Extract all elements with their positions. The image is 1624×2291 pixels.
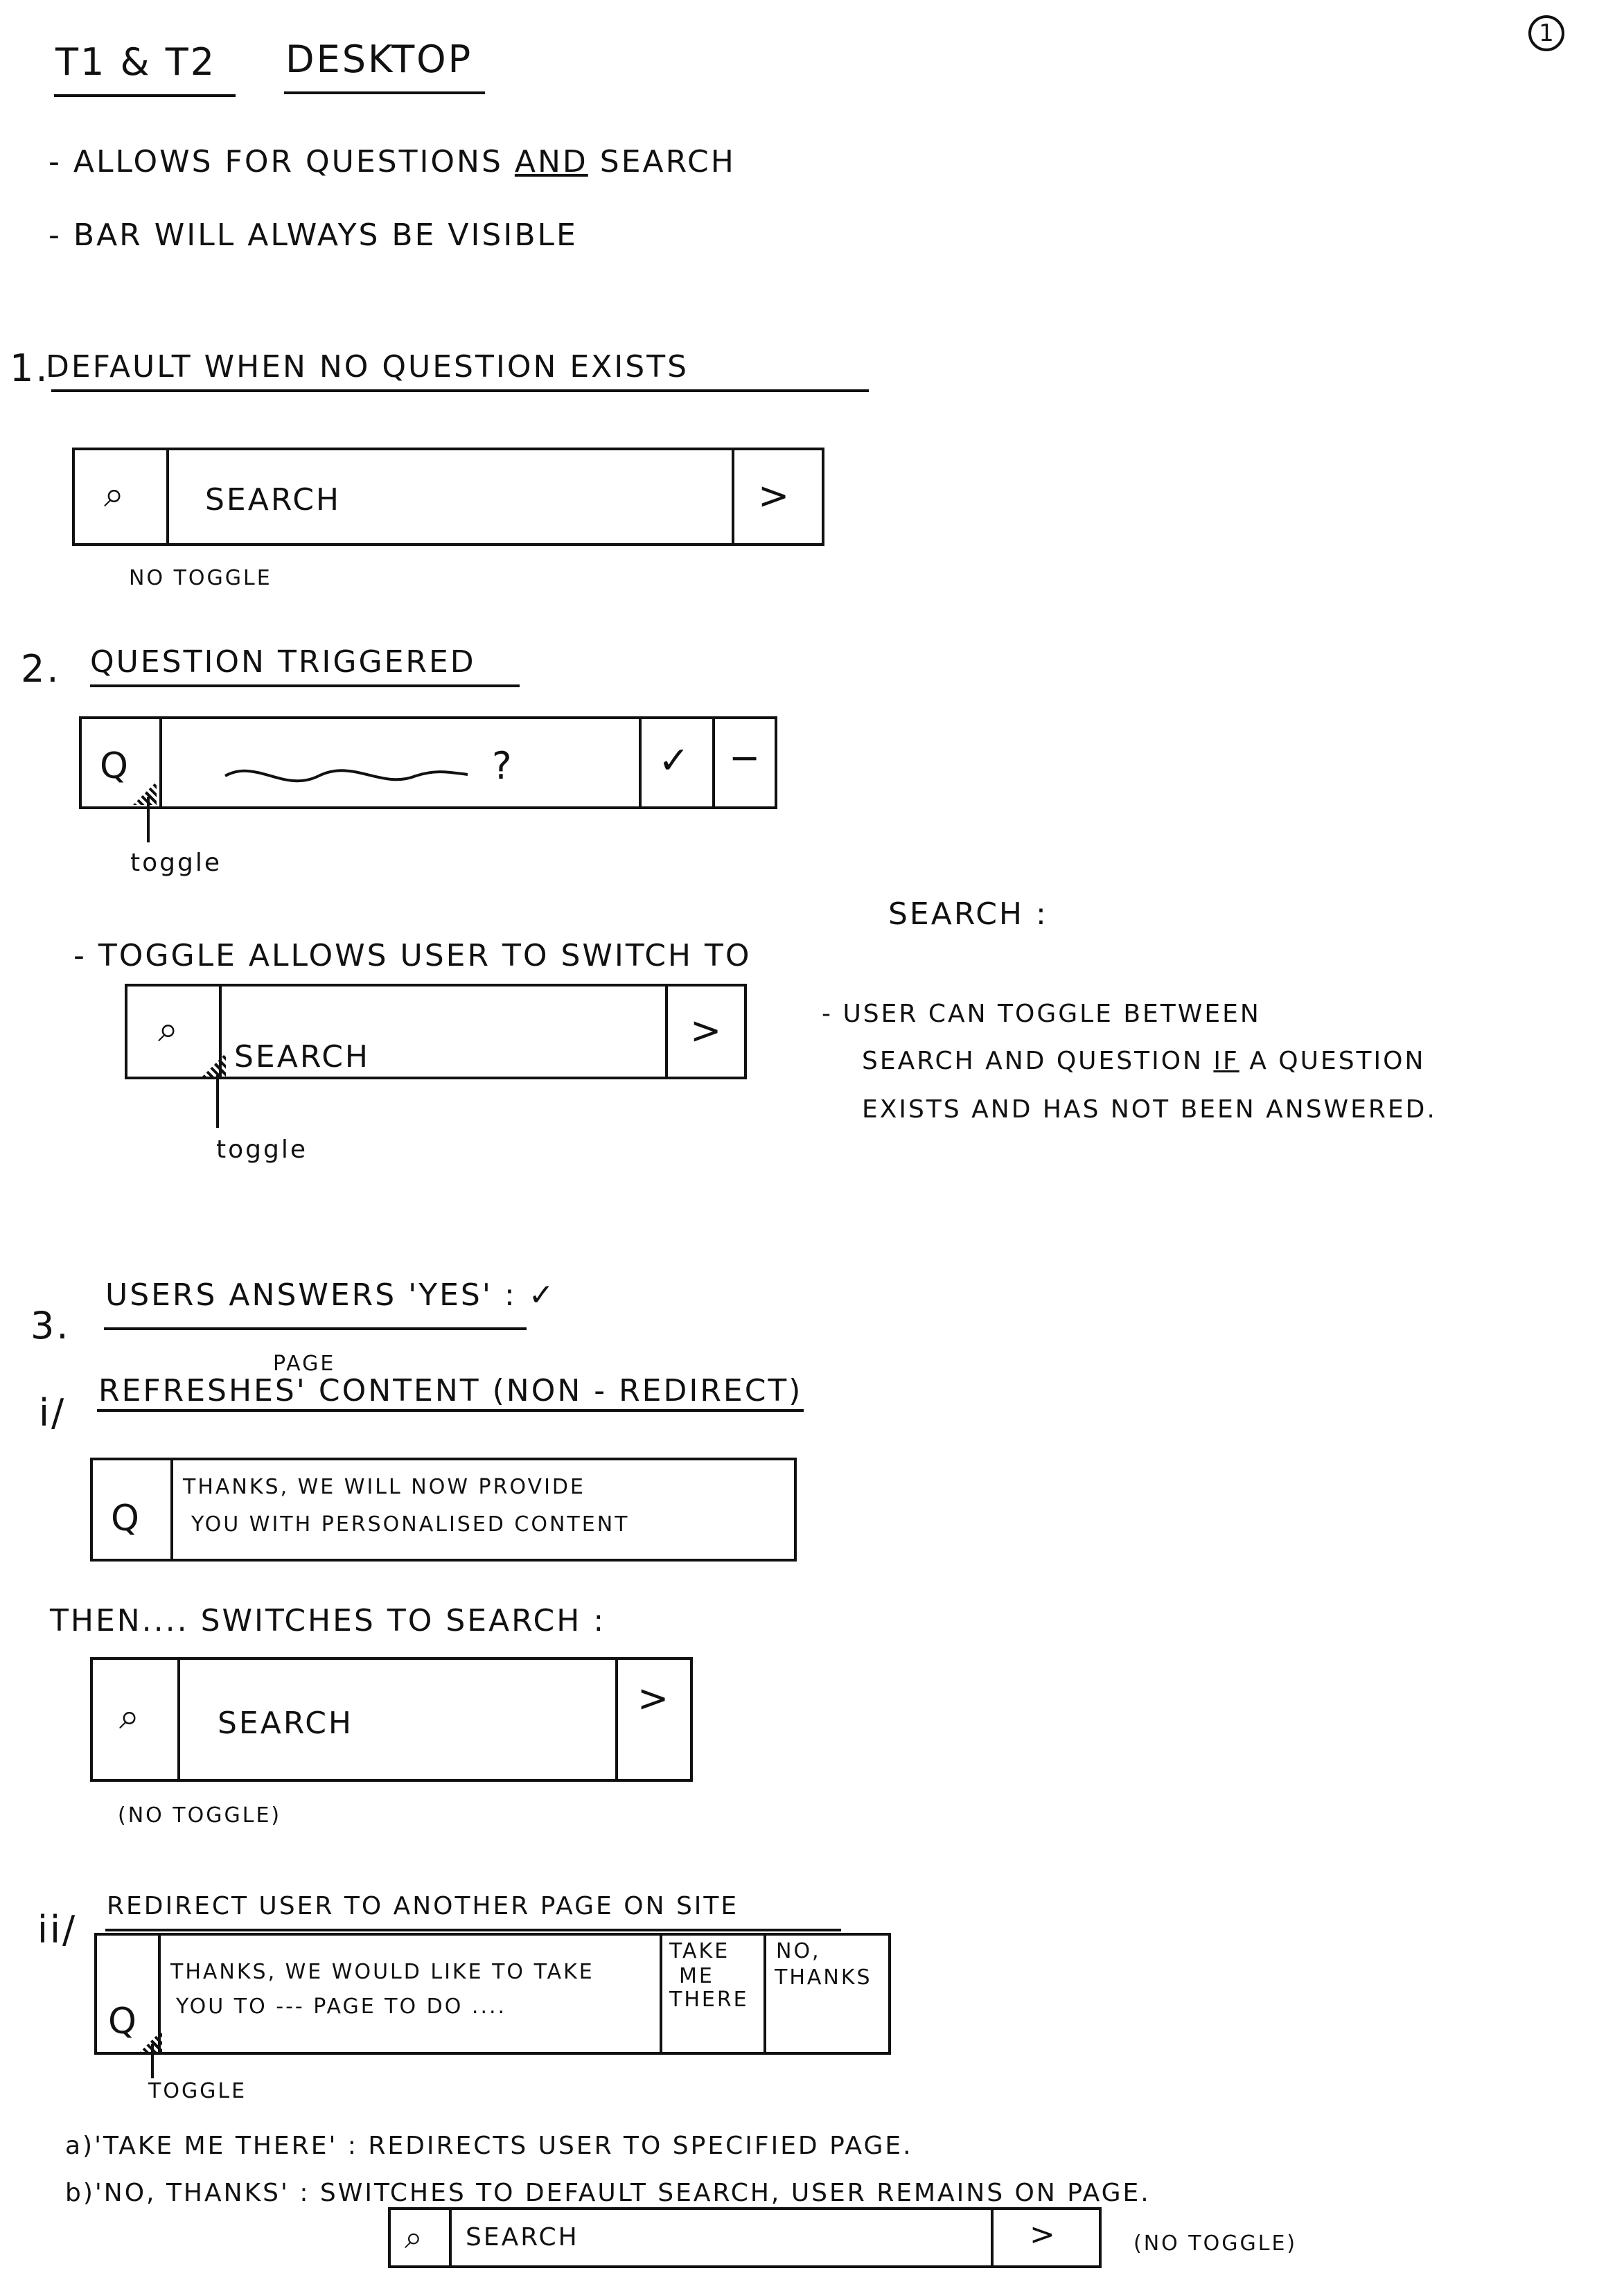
s3ii-take-me-there-line-2[interactable]: ME: [679, 1964, 714, 1988]
s3ii-message-line-1: THANKS, WE WOULD LIKE TO TAKE: [170, 1960, 594, 1984]
s3ii-underline: [105, 1929, 841, 1931]
s2-toggle-label: toggle: [130, 849, 222, 877]
s3ii-no-thanks-line-1[interactable]: NO,: [776, 1939, 821, 1963]
s2-underline: [90, 684, 520, 687]
s3-underline: [104, 1327, 527, 1330]
s2-divider-yes: [639, 716, 642, 809]
search-icon[interactable]: ⌕: [119, 1696, 140, 1737]
title-right-underline: [284, 91, 485, 94]
title-left: T1 & T2: [55, 40, 217, 84]
s3ii-divider-btn2: [764, 1933, 766, 2055]
s2-divider-left: [159, 716, 162, 809]
s3i-divider: [170, 1458, 173, 1562]
s3i-underline: [97, 1409, 804, 1412]
s1-number: 1.: [10, 346, 50, 390]
s3i-caret-insert: PAGE: [273, 1352, 336, 1376]
s3ii-toggle-pointer: [151, 2044, 154, 2078]
s3i-note: (NO TOGGLE): [118, 1803, 282, 1828]
s3i-then-text: THEN.... SWITCHES TO SEARCH :: [50, 1603, 606, 1638]
s2-note-line-2: SEARCH AND QUESTION IF A QUESTION: [862, 1047, 1426, 1075]
s2-allow-tail: SEARCH :: [888, 896, 1048, 932]
s3-number: 3.: [30, 1304, 71, 1347]
s2-divider-no: [712, 716, 715, 809]
s3ii-note: (NO TOGGLE): [1133, 2231, 1298, 2256]
s1-heading: DEFAULT WHEN NO QUESTION EXISTS: [46, 349, 689, 384]
s2-toggle-pointer: [147, 797, 150, 842]
s1-divider-left: [166, 448, 169, 546]
s2-bar2-toggle-label: toggle: [216, 1135, 308, 1164]
search-icon[interactable]: ⌕: [158, 1009, 179, 1050]
s2-yes-button[interactable]: ✓: [658, 738, 692, 782]
s1-divider-right: [732, 448, 734, 546]
s2-no-button[interactable]: −: [729, 736, 763, 779]
s2-allow-text: - TOGGLE ALLOWS USER TO SWITCH TO: [73, 938, 752, 973]
s2-question-mark: ?: [492, 744, 514, 788]
s3i-message-line-2: YOU WITH PERSONALISED CONTENT: [191, 1512, 630, 1537]
s3i-message-line-1: THANKS, WE WILL NOW PROVIDE: [183, 1475, 585, 1499]
s2-bar2-search-text: SEARCH: [234, 1039, 371, 1074]
s3ii-no-thanks-line-2[interactable]: THANKS: [775, 1965, 872, 1990]
s3ii-bar2-divider-right: [991, 2207, 994, 2268]
s3ii-take-me-there-line-3[interactable]: THERE: [669, 1988, 749, 2012]
s1-underline: [51, 389, 869, 392]
search-icon[interactable]: ⌕: [104, 474, 125, 515]
s3ii-bar2-search-text: SEARCH: [466, 2223, 579, 2252]
s3i-bar2-divider-right: [615, 1657, 618, 1782]
s3-heading: USERS ANSWERS 'YES' : ✓: [105, 1277, 556, 1313]
s3ii-message-bar: [94, 1933, 891, 2055]
s3i-search-bar[interactable]: [90, 1657, 693, 1782]
title-right: DESKTOP: [285, 37, 473, 81]
s2-bar2-submit-button[interactable]: >: [690, 1009, 724, 1052]
q-icon[interactable]: Q: [108, 2001, 136, 2042]
s2-note-line-1: - USER CAN TOGGLE BETWEEN: [822, 1000, 1261, 1028]
s1-submit-button[interactable]: >: [758, 474, 792, 518]
s2-heading: QUESTION TRIGGERED: [90, 644, 476, 680]
s2-number: 2.: [21, 647, 61, 691]
s3ii-heading: REDIRECT USER TO ANOTHER PAGE ON SITE: [107, 1892, 739, 1920]
s3ii-number: ii/: [37, 1908, 78, 1952]
s3i-heading: REFRESHES' CONTENT (NON - REDIRECT): [98, 1373, 803, 1408]
intro-line-1: - ALLOWS FOR QUESTIONS AND SEARCH: [48, 144, 736, 179]
s3i-bar2-search-text: SEARCH: [218, 1706, 354, 1741]
s2-bar2-toggle-pointer: [216, 1075, 219, 1128]
search-icon[interactable]: ⌕: [405, 2218, 423, 2256]
q-icon[interactable]: Q: [100, 745, 128, 787]
s1-search-text: SEARCH: [205, 482, 342, 518]
s2-bar2-divider-right: [665, 984, 668, 1079]
s3ii-bar2-submit-button[interactable]: >: [1030, 2217, 1057, 2252]
s3ii-toggle-label: TOGGLE: [148, 2079, 247, 2103]
q-icon[interactable]: Q: [111, 1498, 139, 1539]
s1-note: NO TOGGLE: [129, 566, 272, 590]
s2-note-line-3: EXISTS AND HAS NOT BEEN ANSWERED.: [862, 1095, 1437, 1124]
s3ii-message-line-2: YOU TO --- PAGE TO DO ....: [176, 1994, 507, 2019]
s2-question-squiggle: [222, 755, 471, 797]
s3ii-option-b: b)'NO, THANKS' : SWITCHES TO DEFAULT SEARCH, USER REMAINS ON PAGE.: [65, 2179, 1151, 2207]
page-number: 1: [1528, 15, 1564, 51]
s3i-bar2-divider-left: [177, 1657, 180, 1782]
s3ii-divider-btn1: [660, 1933, 662, 2055]
s3ii-bar2-divider-left: [449, 2207, 452, 2268]
s1-search-bar[interactable]: [72, 448, 824, 546]
s3i-message-bar: [90, 1458, 797, 1562]
s3i-number: i/: [39, 1391, 67, 1435]
s3i-bar2-submit-button[interactable]: >: [637, 1677, 671, 1720]
title-left-underline: [54, 94, 236, 97]
intro-line-2: - BAR WILL ALWAYS BE VISIBLE: [48, 218, 578, 253]
s3ii-option-a: a)'TAKE ME THERE' : REDIRECTS USER TO SPECIFIED PAGE.: [65, 2132, 913, 2160]
s3ii-take-me-there-line-1[interactable]: TAKE: [669, 1939, 730, 1963]
